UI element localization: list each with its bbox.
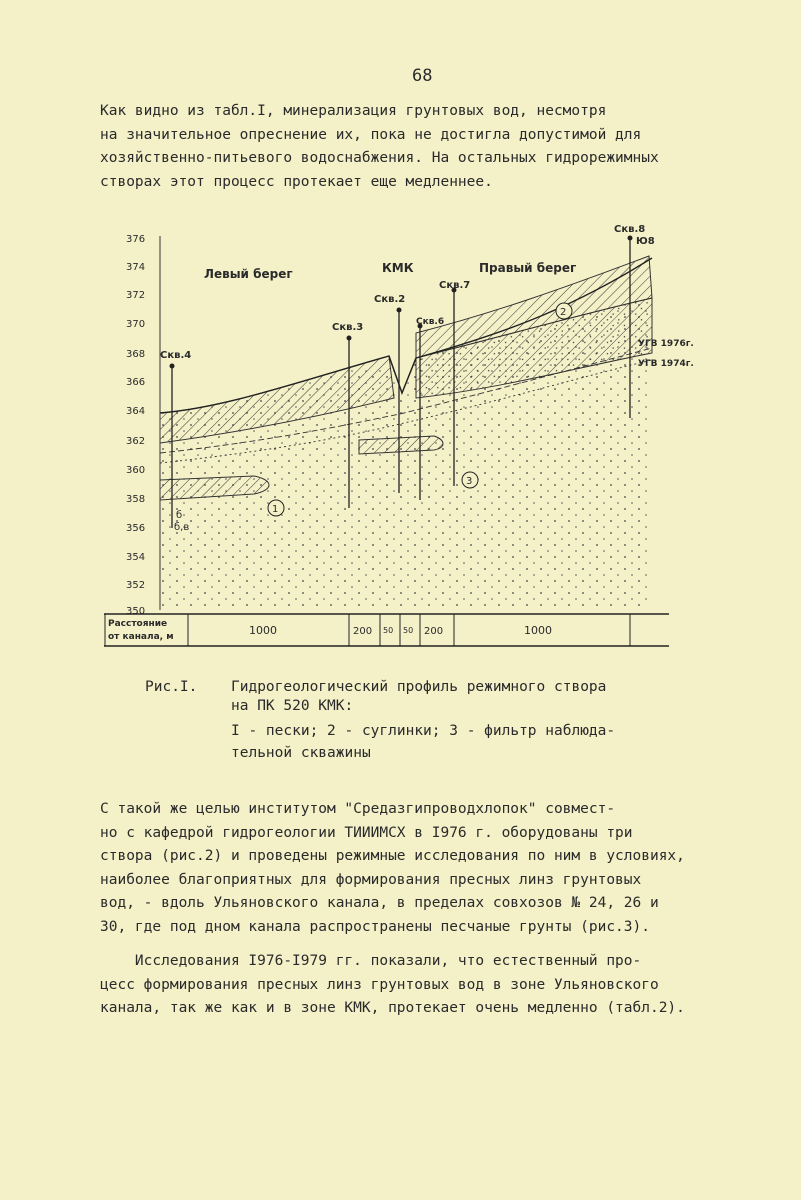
elevation-tick: 360 <box>126 465 146 476</box>
ugv-1974-label: УГВ 1974г. <box>638 359 694 369</box>
distance-value: 200 <box>424 626 444 637</box>
left-bank-label: Левый берег <box>204 267 293 281</box>
right-bank-label: Правый берег <box>479 261 577 275</box>
distance-value: 50 <box>403 626 414 635</box>
text-line: створа (рис.2) и проведены режимные исследования по ним в условиях, <box>100 848 685 864</box>
elevation-tick: 362 <box>126 436 146 447</box>
elevation-tick: 364 <box>126 406 146 417</box>
caption-legend-line: тельной скважины <box>231 745 371 761</box>
text-line: Как видно из табл.I, минерализация грунтовых вод, несмотря <box>100 103 607 119</box>
elevation-tick: 372 <box>126 290 146 301</box>
text-line: канала, так же как и в зоне КМК, протекает очень медленно (табл.2). <box>100 1000 685 1016</box>
caption-title-line: на ПК 520 КМК: <box>231 698 354 714</box>
small-label: б <box>176 510 183 521</box>
svg-text:1: 1 <box>272 504 279 515</box>
caption-legend-line: I - пески; 2 - суглинки; 3 - фильтр наблюда- <box>231 723 616 739</box>
text-line: цесс формирования пресных линз грунтовых вод в зоне Ульяновского <box>100 976 659 993</box>
distance-header: Расстояние <box>108 619 168 629</box>
distance-bar <box>104 614 669 646</box>
elevation-tick: 354 <box>126 552 146 563</box>
well-label: Скв.2 <box>374 294 406 305</box>
text-line: С такой же целью институтом "Средазгипроводхлопок" совмест- <box>100 801 616 817</box>
text-line: вод, - вдоль Ульяновского канала, в пределах совхозов № 24, 26 и <box>100 895 659 911</box>
text-line: 30, где под дном канала распространены песчаные грунты (рис.3). <box>100 918 650 935</box>
elevation-tick: 368 <box>126 349 146 360</box>
caption-legend <box>231 720 691 764</box>
text-line: Исследования I976-I979 гг. показали, что естественный про- <box>100 953 642 969</box>
ugv-1976-label: УГВ 1976г. <box>638 339 694 349</box>
text-line: на значительное опреснение их, пока не достигла допустимой для <box>100 126 642 143</box>
caption-title <box>231 678 691 716</box>
elevation-tick: 374 <box>126 262 146 273</box>
caption-label: Рис.I. <box>145 679 198 695</box>
distance-value: 200 <box>353 626 373 637</box>
elevation-tick: 352 <box>126 580 146 591</box>
well-label: Скв.4 <box>160 350 192 361</box>
distance-value: 1000 <box>249 624 277 637</box>
well-label: Скв.7 <box>439 280 471 291</box>
paragraph-2 <box>100 798 770 939</box>
page-number: 68 <box>412 66 433 86</box>
layer-marker <box>268 500 284 516</box>
distance-header: от канала, м <box>108 632 174 642</box>
elevation-tick: 358 <box>126 494 146 505</box>
well-label: Скв.3 <box>332 322 364 333</box>
distance-value: 50 <box>383 626 394 635</box>
layer-marker <box>462 472 478 488</box>
small-label: б,в <box>174 522 190 533</box>
distance-value: 1000 <box>524 624 552 637</box>
well-label-extra: Ю8 <box>636 236 655 247</box>
text-line: но с кафедрой гидрогеологии ТИИИМСХ в I976 г. оборудованы три <box>100 824 633 841</box>
svg-text:3: 3 <box>466 476 473 487</box>
well-label: Скв.6 <box>416 317 445 327</box>
paragraph-1 <box>100 100 770 194</box>
hydrogeological-profile-figure <box>104 218 694 658</box>
paragraph-3 <box>100 950 770 1021</box>
svg-text:2: 2 <box>560 307 567 318</box>
elevation-tick: 356 <box>126 523 146 534</box>
elevation-tick: 366 <box>126 377 146 388</box>
well-label: Скв.8 <box>614 224 646 235</box>
caption-title-line: Гидрогеологический профиль режимного створа <box>231 679 607 695</box>
elevation-axis <box>126 234 160 617</box>
canal-label: КМК <box>382 261 414 275</box>
elevation-tick: 350 <box>126 606 146 617</box>
elevation-tick: 370 <box>126 319 146 330</box>
layer-marker <box>556 303 572 319</box>
text-line: хозяйственно-питьевого водоснабжения. На остальных гидрорежимных <box>100 150 659 166</box>
elevation-tick: 376 <box>126 234 146 245</box>
text-line: створах этот процесс протекает еще медленнее. <box>100 173 493 190</box>
text-line: наиболее благоприятных для формирования пресных линз грунтовых <box>100 871 642 888</box>
